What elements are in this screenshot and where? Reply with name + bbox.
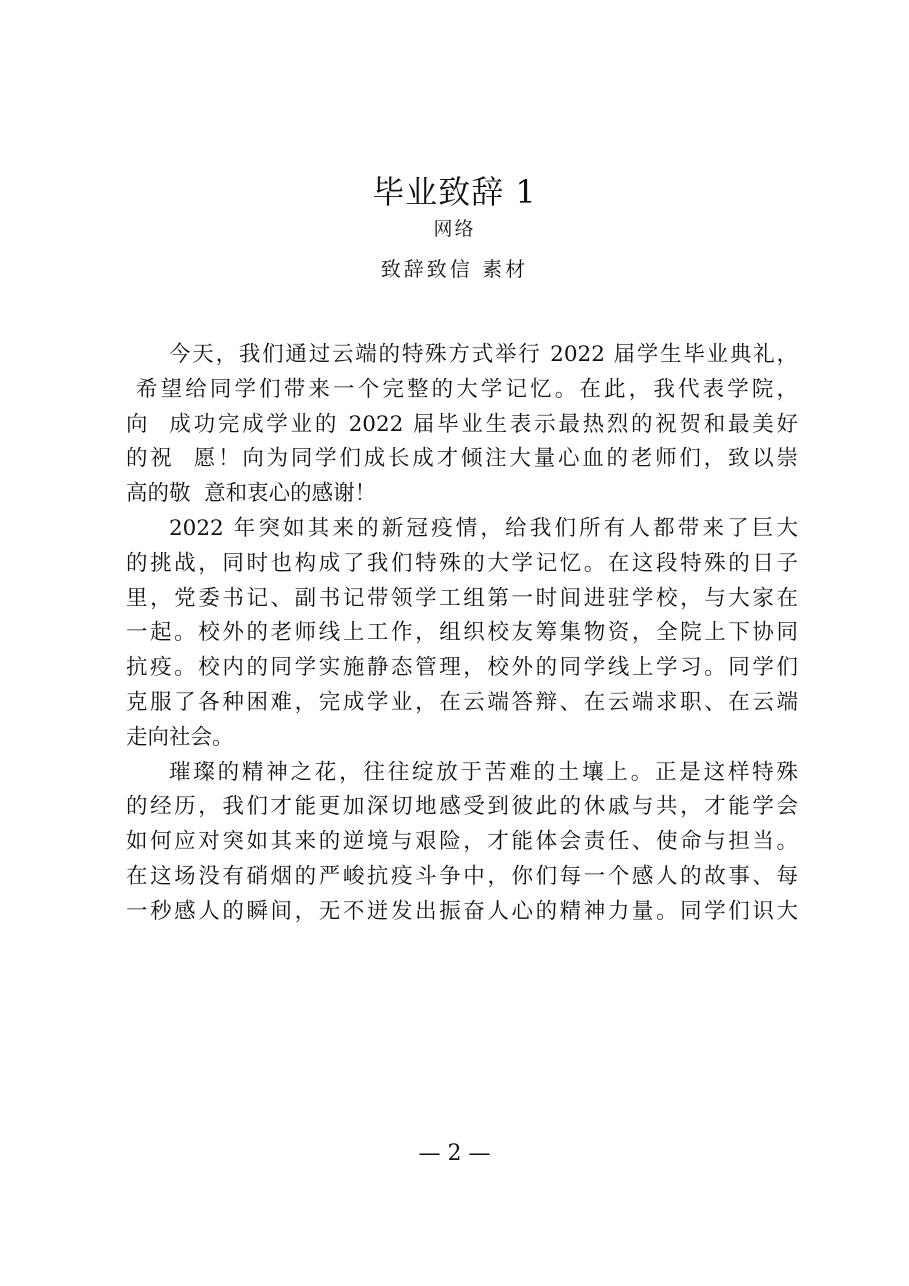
paragraph-1-line-2: 希望给同学们带来一个完整的大学记忆。在此，我代表学院， <box>126 376 798 402</box>
paragraph-2-line-1: 2022 年突如其来的新冠疫情，给我们所有人都带来了巨大 <box>169 515 798 541</box>
paragraph-1-line-5: 高的敬 意和衷心的感谢！ <box>126 481 377 507</box>
paragraph-3-line-3: 如何应对突如其来的逆境与艰险，才能体会责任、使命与担当。 <box>126 829 798 855</box>
paragraph-2-line-5: 抗疫。校内的同学实施静态管理，校外的同学线上学习。同学们 <box>126 655 798 681</box>
paragraph-2-line-3: 里，党委书记、副书记带领学工组第一时间进驻学校，与大家在 <box>126 585 798 611</box>
paragraph-3-line-5: 一秒感人的瞬间，无不迸发出振奋人心的精神力量。同学们识大 <box>126 898 798 924</box>
document-title: 毕业致辞 1 <box>372 173 537 211</box>
paragraph-2-line-2: 的挑战，同时也构成了我们特殊的大学记忆。在这段特殊的日子 <box>126 550 798 576</box>
paragraph-2-line-7: 走向社会。 <box>126 724 234 750</box>
paragraph-2-line-4: 一起。校外的老师线上工作，组织校友筹集物资，全院上下协同 <box>126 620 798 646</box>
paragraph-1-line-3: 向 成功完成学业的 2022 届毕业生表示最热烈的祝贺和最美好 <box>126 411 798 437</box>
document-category: 致辞致信 素材 <box>380 257 529 281</box>
document-author: 网络 <box>433 218 476 240</box>
paragraph-3-line-1: 璀璨的精神之花，往往绽放于苦难的土壤上。正是这样特殊 <box>169 759 798 785</box>
paragraph-1-line-1: 今天，我们通过云端的特殊方式举行 2022 届学生毕业典礼， <box>169 342 798 367</box>
paragraph-3-line-2: 的经历，我们才能更加深切地感受到彼此的休戚与共，才能学会 <box>126 794 798 820</box>
page-number: — 2 — <box>418 1141 491 1166</box>
paragraph-1-line-4: 的祝 愿！向为同学们成长成才倾注大量心血的老师们，致以崇 <box>126 446 798 472</box>
document-body <box>126 338 798 930</box>
paragraph-2-line-6: 克服了各种困难，完成学业，在云端答辩、在云端求职、在云端 <box>126 689 798 715</box>
paragraph-3-line-4: 在这场没有硝烟的严峻抗疫斗争中，你们每一个感人的故事、每 <box>126 863 798 889</box>
